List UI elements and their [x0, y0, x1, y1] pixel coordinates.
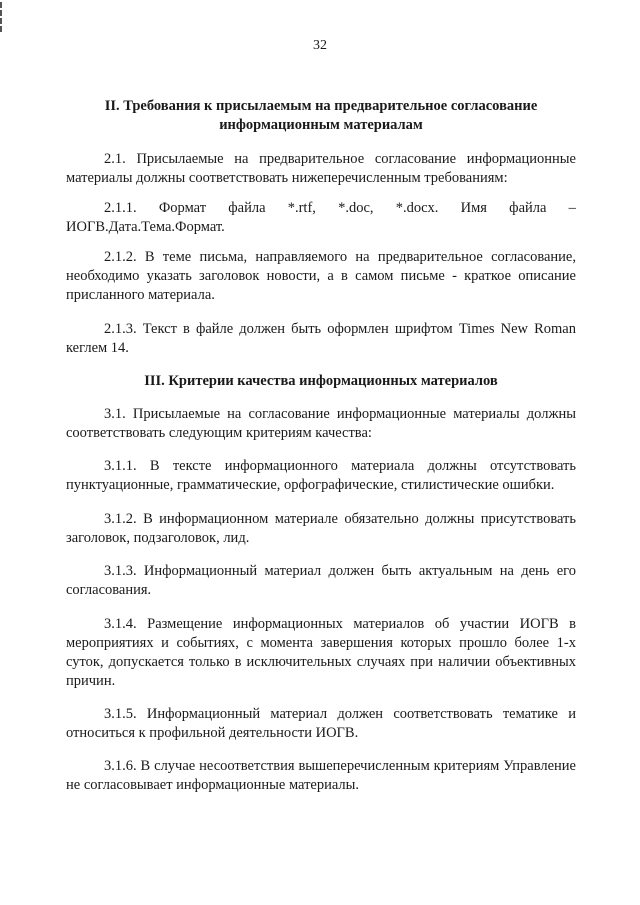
page-number: 32: [313, 38, 327, 53]
paragraph-2-1-1-line: [104, 199, 576, 218]
scan-edge-mark: [0, 2, 4, 32]
paragraph-3-1-4: 3.1.4. Размещение информационных материалов об участии ИОГВ в мероприятиях и событиях, с момента завершения которых прошло более 1-х суток, допускается только в исключительных случаях при наличии объективных причин.: [66, 616, 576, 689]
section-2-heading-line-2: информационным материалам: [219, 117, 423, 133]
section-2-heading: [66, 97, 576, 135]
paragraph-2-1: 2.1. Присылаемые на предварительное согласование информационные материалы должны соответствовать нижеперечисленным требованиям:: [66, 151, 576, 186]
word: файла: [228, 200, 266, 216]
word: Имя: [460, 200, 487, 216]
word: *.doc,: [338, 200, 374, 216]
word: 2.1.1.: [104, 200, 137, 216]
word: *.docx.: [395, 200, 439, 216]
paragraph-2-1-1-continuation: ИОГВ.Дата.Тема.Формат.: [66, 219, 225, 235]
paragraph-3-1-3: 3.1.3. Информационный материал должен быть актуальным на день его согласования.: [66, 563, 576, 598]
paragraph-3-1: 3.1. Присылаемые на согласование информационные материалы должны соответствовать следующим критериям качества:: [66, 406, 576, 441]
paragraph-2-1-3: 2.1.3. Текст в файле должен быть оформлен шрифтом Times New Roman кеглем 14.: [66, 321, 576, 356]
paragraph-3-1-5: 3.1.5. Информационный материал должен соответствовать тематике и относиться к профильной деятельности ИОГВ.: [66, 706, 576, 741]
word: Формат: [158, 200, 207, 216]
section-3-heading: III. Критерии качества информационных материалов: [144, 373, 498, 389]
section-2-heading-line-1: II. Требования к присылаемым на предварительное согласование: [104, 98, 538, 114]
paragraph-3-1-1: 3.1.1. В тексте информационного материала должны отсутствовать пунктуационные, грамматические, орфографические, стилистические ошибки.: [66, 458, 576, 493]
word: *.rtf,: [287, 200, 316, 216]
word: –: [568, 200, 576, 216]
paragraph-3-1-6: 3.1.6. В случае несоответствия вышеперечисленным критериям Управление не согласовывает информационные материалы.: [66, 758, 576, 793]
paragraph-2-1-2: 2.1.2. В теме письма, направляемого на предварительное согласование, необходимо указать заголовок новости, а в самом письме - краткое описание присланного материала.: [66, 249, 576, 303]
paragraph-3-1-2: 3.1.2. В информационном материале обязательно должны присутствовать заголовок, подзаголовок, лид.: [66, 511, 576, 546]
word: файла: [509, 200, 547, 216]
